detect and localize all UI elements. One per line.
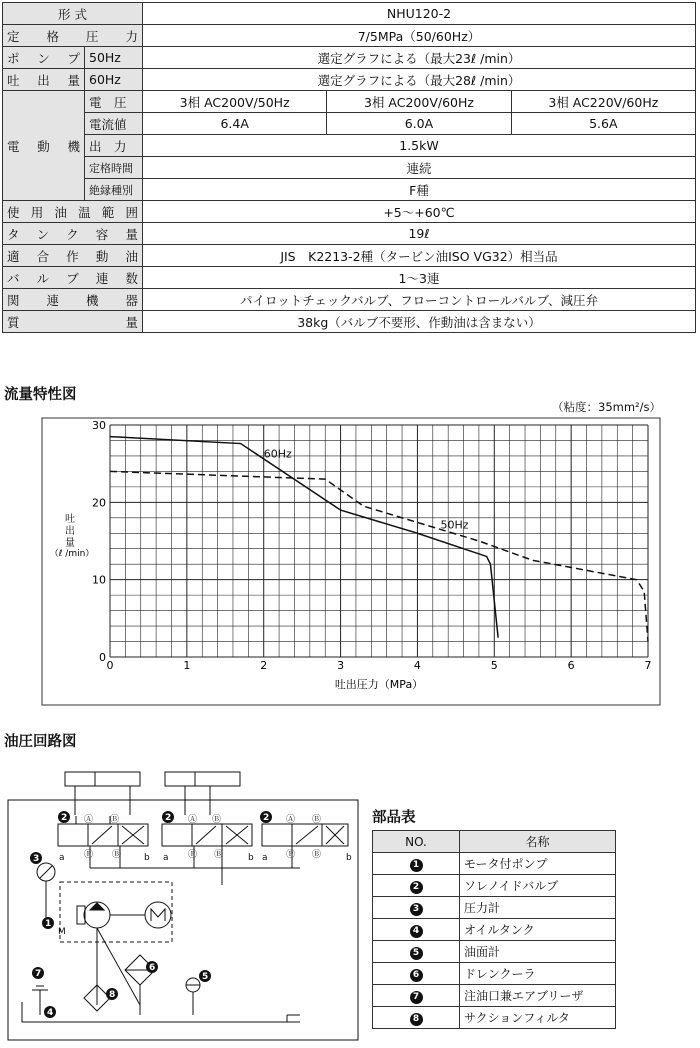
callout-2: 2 [165, 813, 172, 823]
col-name-header: 名称 [460, 831, 616, 853]
solenoid-valve-1 [58, 816, 148, 846]
part-number: 7 [410, 991, 423, 1004]
series-label-60hz: 60Hz [263, 447, 292, 461]
output-label: 出 力 [85, 135, 143, 157]
parts-title: 部品表 [372, 810, 416, 826]
tank-label: タンク容量 [3, 223, 143, 245]
port-a-label: Ⓐ [84, 815, 94, 825]
cylinder-1 [65, 772, 140, 815]
part-number: 3 [410, 903, 423, 916]
part-name: オイルタンク [460, 919, 616, 941]
callout-4: 4 [47, 1008, 54, 1018]
table-row [373, 985, 616, 1007]
oil-temp-value: +5～+60℃ [143, 201, 696, 223]
valve-label: バルブ連数 [3, 267, 143, 289]
tank-value: 19ℓ [143, 223, 696, 245]
series-label-50hz: 50Hz [440, 518, 469, 532]
pump-60hz-value: 選定グラフによる（最大28ℓ /min） [143, 69, 696, 91]
table-row [373, 853, 616, 875]
current-cell: 6.4A [143, 113, 327, 135]
x-tick-label: 2 [260, 659, 268, 672]
y-axis-unit: （ℓ /min） [49, 549, 95, 559]
table-row [373, 1007, 616, 1029]
related-label: 関 連 機 器 [3, 289, 143, 311]
callout-3: 3 [33, 854, 40, 864]
port-a-label: a [262, 853, 268, 863]
rated-pressure-value: 7/5MPa（50/60Hz） [143, 25, 696, 47]
part-number: 5 [410, 947, 423, 960]
y-tick-label: 20 [92, 496, 106, 510]
current-cell: 5.6A [511, 113, 695, 135]
x-tick-label: 3 [337, 659, 345, 672]
port-p-label: Ⓟ [286, 850, 296, 860]
model-label: 形 式 [3, 3, 143, 25]
part-number: 6 [410, 969, 423, 982]
x-tick-label: 4 [413, 659, 421, 672]
mass-label: 質 量 [3, 311, 143, 333]
table-row [373, 963, 616, 985]
port-b-label: b [144, 853, 150, 863]
parts-table-header [373, 831, 616, 853]
pump-label-2: 吐 出 量 [3, 69, 85, 91]
callout-5: 5 [202, 972, 209, 982]
port-p-label: Ⓟ [188, 850, 198, 860]
port-a-label: a [163, 853, 169, 863]
part-name: ドレンクーラ [460, 963, 616, 985]
oil-temp-label: 使用油温範囲 [3, 201, 143, 223]
port-b-label: b [346, 853, 352, 863]
flow-chart-title: 流量特性図 [4, 387, 77, 403]
table-row [373, 919, 616, 941]
port-b-label: b [248, 853, 254, 863]
oil-tank-outline [22, 1002, 300, 1022]
part-number: 8 [410, 1013, 423, 1026]
port-a-label: a [59, 853, 65, 863]
port-b-label: Ⓑ [212, 815, 222, 825]
insulation-value: F種 [143, 179, 696, 201]
port-b-label: Ⓑ [214, 850, 224, 860]
y-axis-label: 量 [65, 538, 75, 549]
part-number: 4 [410, 925, 423, 938]
pump-60hz-label: 60Hz [85, 69, 143, 91]
series-line-60hz [110, 437, 498, 638]
voltage-cell: 3相 AC220V/60Hz [511, 91, 695, 113]
table-row [373, 897, 616, 919]
port-a-label: Ⓐ [188, 815, 198, 825]
motor-m-label: M [58, 927, 66, 937]
callout-6: 6 [149, 963, 156, 973]
insulation-label: 絶縁種別 [85, 179, 143, 201]
cylinder-2 [165, 772, 240, 815]
pump-label-1: ポ ン プ [3, 47, 85, 69]
part-name: ソレノイドバルブ [460, 875, 616, 897]
circuit-title: 油圧回路図 [4, 734, 77, 750]
related-value: パイロットチェックバルブ、フローコントロールバルブ、減圧弁 [143, 289, 696, 311]
part-number: 2 [410, 881, 423, 894]
port-b-label: Ⓑ [110, 815, 120, 825]
rating-value: 連続 [143, 157, 696, 179]
port-b-label: Ⓑ [112, 850, 122, 860]
port-b-label: Ⓑ [312, 815, 322, 825]
part-number: 1 [410, 859, 423, 872]
port-b-label: Ⓑ [312, 850, 322, 860]
rating-label: 定格時間 [85, 157, 143, 179]
current-label: 電流値 [85, 113, 143, 135]
mass-value: 38kg（バルブ不要形、作動油は含まない） [143, 311, 696, 333]
model-value: NHU120-2 [143, 3, 696, 25]
parts-table [372, 830, 616, 1029]
callout-2: 2 [61, 813, 68, 823]
x-tick-label: 6 [567, 659, 575, 672]
chart-grid [110, 425, 648, 657]
fluid-value: JIS K2213-2種（タービン油ISO VG32）相当品 [143, 245, 696, 267]
y-tick-label: 10 [92, 573, 106, 587]
series-line-50hz [110, 471, 648, 641]
voltage-cell: 3相 AC200V/50Hz [143, 91, 327, 113]
callout-7: 7 [35, 969, 42, 979]
port-p-label: Ⓟ [84, 850, 94, 860]
motor-icon [145, 902, 171, 928]
chart-labels [50, 447, 469, 691]
voltage-cell: 3相 AC200V/60Hz [327, 91, 511, 113]
viscosity-note: （粘度：35mm²/s） [552, 400, 662, 414]
current-cell: 6.0A [327, 113, 511, 135]
x-axis-label: 吐出圧力（MPa） [334, 678, 424, 691]
pump-50hz-value: 選定グラフによる（最大23ℓ /min） [143, 47, 696, 69]
solenoid-valve-2 [162, 824, 252, 846]
valve-value: 1～3連 [143, 267, 696, 289]
x-tick-label: 0 [106, 659, 114, 672]
col-no-header: NO. [373, 831, 460, 853]
y-tick-label: 30 [92, 419, 106, 432]
output-value: 1.5kW [143, 135, 696, 157]
y-axis-label: 出 [65, 526, 75, 537]
chart-ticks [92, 419, 652, 672]
y-axis-label: 吐 [65, 514, 75, 525]
rated-pressure-label: 定 格 圧 力 [3, 25, 143, 47]
hydraulic-circuit [0, 760, 370, 1048]
part-name: モータ付ポンプ [460, 853, 616, 875]
table-row [373, 941, 616, 963]
part-name: サクションフィルタ [460, 1007, 616, 1029]
solenoid-valve-3 [262, 824, 348, 846]
y-tick-label: 0 [99, 651, 106, 664]
pump-50hz-label: 50Hz [85, 47, 143, 69]
x-tick-label: 7 [644, 659, 652, 672]
part-name: 圧力計 [460, 897, 616, 919]
callout-2: 2 [263, 813, 270, 823]
part-name: 注油口兼エアブリーザ [460, 985, 616, 1007]
port-a-label: Ⓐ [286, 815, 296, 825]
motor-label: 電 動 機 [3, 91, 85, 201]
x-tick-label: 1 [183, 659, 191, 672]
callout-8: 8 [109, 990, 116, 1000]
table-row [373, 875, 616, 897]
x-tick-label: 5 [490, 659, 498, 672]
voltage-label: 電 圧 [85, 91, 143, 113]
fluid-label: 適合作動油 [3, 245, 143, 267]
part-name: 油面計 [460, 941, 616, 963]
callout-1: 1 [45, 919, 52, 929]
